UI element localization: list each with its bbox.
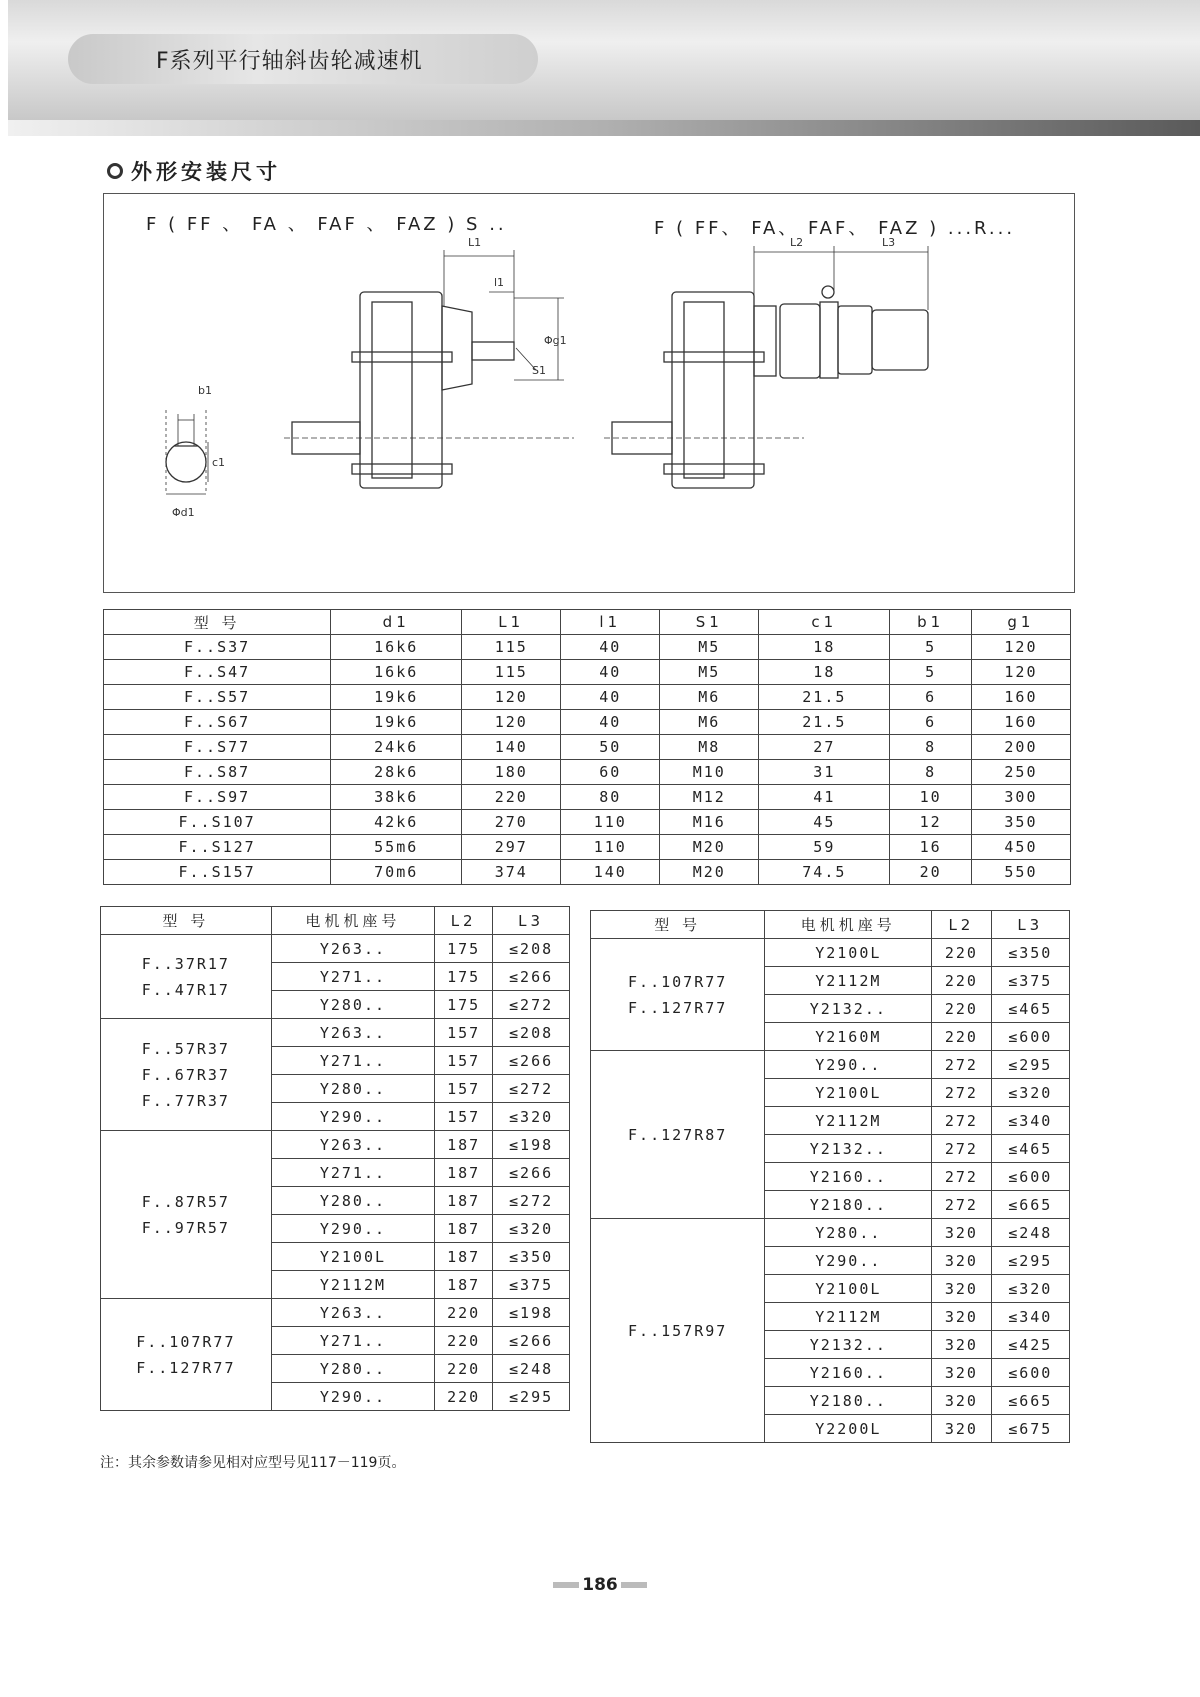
table-cell: F..S107: [104, 810, 331, 835]
table-cell: 220: [435, 1355, 493, 1383]
table-cell: ≤375: [991, 967, 1069, 995]
table-cell: M6: [660, 685, 759, 710]
table-cell: Y2100L: [765, 1079, 932, 1107]
table-cell: 80: [561, 785, 660, 810]
table-row: [104, 810, 1071, 835]
column-header: 型 号: [104, 610, 331, 635]
column-header: 电机机座号: [765, 911, 932, 939]
table-cell: 187: [435, 1159, 493, 1187]
page-header-banner: [8, 0, 1200, 120]
table-cell: M5: [660, 660, 759, 685]
table-cell: ≤600: [991, 1023, 1069, 1051]
table-cell: Y2100L: [765, 1275, 932, 1303]
table-row: [104, 710, 1071, 735]
table-cell: 175: [435, 991, 493, 1019]
table-cell: 180: [462, 760, 561, 785]
table-cell: Y2100L: [271, 1243, 434, 1271]
table-cell: Y290..: [271, 1383, 434, 1411]
table-cell: 270: [462, 810, 561, 835]
table-cell: 175: [435, 963, 493, 991]
table-cell: 41: [759, 785, 890, 810]
table-cell: ≤425: [991, 1331, 1069, 1359]
model-name: F..87R57: [141, 1192, 230, 1211]
table-cell: 320: [932, 1275, 991, 1303]
table-cell: 272: [932, 1107, 991, 1135]
table-cell: M16: [660, 810, 759, 835]
table-cell: Y2180..: [765, 1387, 932, 1415]
table-cell: 187: [435, 1187, 493, 1215]
table-cell: M5: [660, 635, 759, 660]
table-cell: ≤320: [991, 1079, 1069, 1107]
table-cell: 18: [759, 635, 890, 660]
table-cell: Y280..: [271, 1355, 434, 1383]
model-name: F..127R87: [628, 1125, 728, 1144]
table-cell: 220: [932, 1023, 991, 1051]
table-row: [104, 835, 1071, 860]
table-cell: ≤208: [493, 935, 570, 963]
table-cell: Y271..: [271, 1159, 434, 1187]
table-cell: ≤665: [991, 1387, 1069, 1415]
table-cell: 374: [462, 860, 561, 885]
table-cell: 220: [462, 785, 561, 810]
table-cell: 157: [435, 1019, 493, 1047]
model-group-cell: [591, 939, 765, 1051]
table-cell: 157: [435, 1047, 493, 1075]
table-cell: Y2112M: [765, 967, 932, 995]
table-cell: 297: [462, 835, 561, 860]
table-cell: 220: [932, 939, 991, 967]
table-cell: F..S127: [104, 835, 331, 860]
table-cell: Y2160..: [765, 1359, 932, 1387]
table-cell: 250: [971, 760, 1070, 785]
model-name: F..127R77: [628, 998, 728, 1017]
label-b1: b1: [198, 384, 212, 397]
table-cell: Y2200L: [765, 1415, 932, 1443]
table-cell: 320: [932, 1359, 991, 1387]
table-cell: 220: [435, 1383, 493, 1411]
series-title: F系列平行轴斜齿轮减速机: [156, 49, 423, 74]
gearbox-drawings: [104, 194, 1074, 592]
shaft-section: [166, 410, 208, 494]
table-cell: 550: [971, 860, 1070, 885]
table-cell: 220: [435, 1327, 493, 1355]
dimension-drawing: [103, 193, 1075, 593]
motor-table-right: [590, 910, 1070, 1443]
bullet-icon: [107, 163, 123, 179]
table-cell: 59: [759, 835, 890, 860]
table-cell: ≤198: [493, 1299, 570, 1327]
table-cell: 8: [890, 760, 972, 785]
table-cell: ≤272: [493, 1075, 570, 1103]
table-cell: 320: [932, 1303, 991, 1331]
table-cell: ≤600: [991, 1359, 1069, 1387]
table-cell: ≤272: [493, 991, 570, 1019]
page-number-text: 186: [582, 1575, 618, 1595]
table-cell: 160: [971, 710, 1070, 735]
table-cell: Y271..: [271, 1327, 434, 1355]
page-number: [0, 1575, 1200, 1595]
table-cell: ≤320: [493, 1215, 570, 1243]
model-name: F..107R77: [136, 1332, 236, 1351]
table-cell: 70m6: [331, 860, 462, 885]
gearbox-s-type: [284, 250, 574, 488]
table-cell: Y2112M: [271, 1271, 434, 1299]
table-cell: F..S157: [104, 860, 331, 885]
model-name: F..37R17: [141, 954, 230, 973]
model-group-cell: [101, 1131, 272, 1299]
table-cell: Y2112M: [765, 1107, 932, 1135]
table-cell: Y290..: [271, 1215, 434, 1243]
table-cell: ≤465: [991, 995, 1069, 1023]
table-cell: 272: [932, 1051, 991, 1079]
table-cell: ≤198: [493, 1131, 570, 1159]
table-row: [591, 939, 1070, 967]
table-cell: 16k6: [331, 635, 462, 660]
table-cell: Y2180..: [765, 1191, 932, 1219]
model-name: F..67R37: [141, 1065, 230, 1084]
table-cell: 5: [890, 660, 972, 685]
table-cell: Y263..: [271, 935, 434, 963]
table-cell: ≤340: [991, 1107, 1069, 1135]
table-cell: Y263..: [271, 1019, 434, 1047]
table-cell: 350: [971, 810, 1070, 835]
table-cell: 50: [561, 735, 660, 760]
column-header: 型 号: [591, 911, 765, 939]
footnote: 注：其余参数请参见相对应型号见117－119页。: [100, 1455, 406, 1471]
column-header: L3: [991, 911, 1069, 939]
table-row: [101, 1019, 570, 1047]
model-name: F..57R37: [141, 1039, 230, 1058]
table-cell: ≤248: [493, 1355, 570, 1383]
table-cell: 120: [971, 660, 1070, 685]
table-cell: M8: [660, 735, 759, 760]
column-header: l1: [561, 610, 660, 635]
label-L2: L2: [790, 236, 804, 249]
table-cell: 272: [932, 1191, 991, 1219]
table-cell: ≤375: [493, 1271, 570, 1299]
column-header: d1: [331, 610, 462, 635]
table-cell: 320: [932, 1247, 991, 1275]
dimension-table: [103, 609, 1071, 885]
table-cell: ≤350: [493, 1243, 570, 1271]
table-cell: 42k6: [331, 810, 462, 835]
column-header: 型 号: [101, 907, 272, 935]
label-g1: Φg1: [544, 334, 567, 347]
table-cell: F..S67: [104, 710, 331, 735]
table-cell: 140: [462, 735, 561, 760]
table-cell: Y271..: [271, 963, 434, 991]
label-S1: S1: [532, 364, 546, 377]
table-cell: 140: [561, 860, 660, 885]
model-name: F..157R97: [628, 1321, 728, 1340]
table-cell: 187: [435, 1243, 493, 1271]
table-cell: M6: [660, 710, 759, 735]
model-name: F..77R37: [141, 1091, 230, 1110]
table-cell: Y263..: [271, 1131, 434, 1159]
table-cell: 16k6: [331, 660, 462, 685]
table-cell: ≤208: [493, 1019, 570, 1047]
table-row: [591, 1051, 1070, 1079]
table-cell: 40: [561, 660, 660, 685]
table-cell: 187: [435, 1271, 493, 1299]
table-cell: 38k6: [331, 785, 462, 810]
table-row: [104, 635, 1071, 660]
model-group-cell: [591, 1219, 765, 1443]
table-cell: 320: [932, 1331, 991, 1359]
table-cell: Y2100L: [765, 939, 932, 967]
table-cell: M20: [660, 860, 759, 885]
table-cell: Y280..: [271, 991, 434, 1019]
table-cell: Y2160..: [765, 1163, 932, 1191]
model-group-cell: [101, 1299, 272, 1411]
table-row: [104, 860, 1071, 885]
table-cell: F..S87: [104, 760, 331, 785]
model-name: F..127R77: [136, 1358, 236, 1377]
label-L3: L3: [882, 236, 896, 249]
section-title-text: 外形安装尺寸: [131, 160, 281, 184]
table-row: [101, 935, 570, 963]
table-cell: M20: [660, 835, 759, 860]
model-group-cell: [101, 935, 272, 1019]
label-l1: l1: [494, 276, 505, 289]
table-cell: ≤266: [493, 1159, 570, 1187]
table-cell: Y2132..: [765, 1331, 932, 1359]
table-cell: 175: [435, 935, 493, 963]
table-header-row: [104, 610, 1071, 635]
table-cell: ≤665: [991, 1191, 1069, 1219]
table-cell: Y290..: [271, 1103, 434, 1131]
table-cell: 115: [462, 660, 561, 685]
table-cell: 40: [561, 710, 660, 735]
table-cell: 157: [435, 1075, 493, 1103]
table-cell: 120: [971, 635, 1070, 660]
table-cell: Y290..: [765, 1247, 932, 1275]
drawing-caption-right: F ( FF、 FA、 FAF、 FAZ ) ...R...: [654, 218, 1016, 239]
table-header-row: [591, 911, 1070, 939]
table-cell: 20: [890, 860, 972, 885]
table-cell: Y2112M: [765, 1303, 932, 1331]
table-cell: ≤295: [991, 1051, 1069, 1079]
table-cell: 21.5: [759, 710, 890, 735]
table-cell: 40: [561, 685, 660, 710]
table-cell: 272: [932, 1135, 991, 1163]
table-cell: 31: [759, 760, 890, 785]
table-cell: 157: [435, 1103, 493, 1131]
table-row: [104, 735, 1071, 760]
table-cell: ≤295: [991, 1247, 1069, 1275]
table-cell: F..S97: [104, 785, 331, 810]
table-cell: ≤272: [493, 1187, 570, 1215]
label-c1: c1: [212, 456, 226, 469]
table-cell: 16: [890, 835, 972, 860]
drawing-caption-left: F ( FF 、 FA 、 FAF 、 FAZ ) S ..: [146, 214, 507, 235]
table-cell: ≤320: [493, 1103, 570, 1131]
table-cell: 220: [932, 967, 991, 995]
table-cell: F..S57: [104, 685, 331, 710]
table-cell: ≤248: [991, 1219, 1069, 1247]
table-cell: 187: [435, 1215, 493, 1243]
table-row: [591, 1219, 1070, 1247]
model-name: F..97R57: [141, 1218, 230, 1237]
table-cell: 74.5: [759, 860, 890, 885]
column-header: L2: [435, 907, 493, 935]
table-cell: 200: [971, 735, 1070, 760]
table-cell: 19k6: [331, 710, 462, 735]
motor-table-left: [100, 906, 570, 1411]
table-cell: 6: [890, 710, 972, 735]
label-d1: Φd1: [172, 506, 195, 519]
table-cell: 24k6: [331, 735, 462, 760]
table-cell: 21.5: [759, 685, 890, 710]
table-row: [104, 785, 1071, 810]
table-cell: 12: [890, 810, 972, 835]
header-gradient-bar: [8, 120, 1200, 136]
column-header: b1: [890, 610, 972, 635]
table-cell: 320: [932, 1415, 991, 1443]
table-cell: 6: [890, 685, 972, 710]
model-name: F..107R77: [628, 972, 728, 991]
table-cell: 40: [561, 635, 660, 660]
column-header: L1: [462, 610, 561, 635]
table-cell: 27: [759, 735, 890, 760]
table-cell: ≤320: [991, 1275, 1069, 1303]
table-cell: 115: [462, 635, 561, 660]
table-cell: ≤350: [991, 939, 1069, 967]
gearbox-r-type: [604, 246, 928, 488]
table-cell: Y263..: [271, 1299, 434, 1327]
table-cell: 18: [759, 660, 890, 685]
column-header: S1: [660, 610, 759, 635]
table-cell: F..S47: [104, 660, 331, 685]
table-cell: ≤465: [991, 1135, 1069, 1163]
table-cell: ≤266: [493, 1327, 570, 1355]
table-cell: 110: [561, 835, 660, 860]
table-cell: 450: [971, 835, 1070, 860]
column-header: g1: [971, 610, 1070, 635]
table-cell: ≤266: [493, 963, 570, 991]
table-cell: 110: [561, 810, 660, 835]
model-group-cell: [591, 1051, 765, 1219]
table-header-row: [101, 907, 570, 935]
table-cell: ≤340: [991, 1303, 1069, 1331]
table-cell: ≤295: [493, 1383, 570, 1411]
table-cell: ≤675: [991, 1415, 1069, 1443]
table-cell: M10: [660, 760, 759, 785]
table-cell: Y280..: [271, 1187, 434, 1215]
table-cell: 160: [971, 685, 1070, 710]
table-cell: 272: [932, 1163, 991, 1191]
column-header: L3: [493, 907, 570, 935]
table-row: [104, 685, 1071, 710]
model-name: F..47R17: [141, 980, 230, 999]
table-cell: 120: [462, 710, 561, 735]
table-row: [101, 1299, 570, 1327]
table-cell: 8: [890, 735, 972, 760]
table-cell: ≤600: [991, 1163, 1069, 1191]
table-cell: Y2132..: [765, 995, 932, 1023]
table-cell: 220: [435, 1299, 493, 1327]
table-cell: 320: [932, 1219, 991, 1247]
table-cell: 55m6: [331, 835, 462, 860]
table-cell: ≤266: [493, 1047, 570, 1075]
table-cell: 300: [971, 785, 1070, 810]
table-cell: 272: [932, 1079, 991, 1107]
table-row: [104, 760, 1071, 785]
table-cell: 120: [462, 685, 561, 710]
table-cell: Y2132..: [765, 1135, 932, 1163]
table-cell: Y290..: [765, 1051, 932, 1079]
section-title: [107, 156, 281, 186]
table-row: [101, 1131, 570, 1159]
column-header: c1: [759, 610, 890, 635]
table-cell: 28k6: [331, 760, 462, 785]
model-group-cell: [101, 1019, 272, 1131]
table-cell: 187: [435, 1131, 493, 1159]
table-cell: F..S77: [104, 735, 331, 760]
table-cell: 10: [890, 785, 972, 810]
table-cell: Y280..: [765, 1219, 932, 1247]
table-cell: 5: [890, 635, 972, 660]
table-cell: M12: [660, 785, 759, 810]
column-header: 电机机座号: [271, 907, 434, 935]
table-cell: 220: [932, 995, 991, 1023]
table-cell: 45: [759, 810, 890, 835]
table-cell: 19k6: [331, 685, 462, 710]
table-cell: F..S37: [104, 635, 331, 660]
table-cell: 60: [561, 760, 660, 785]
table-cell: Y2160M: [765, 1023, 932, 1051]
table-cell: 320: [932, 1387, 991, 1415]
label-L1: L1: [468, 236, 482, 249]
table-cell: Y271..: [271, 1047, 434, 1075]
column-header: L2: [932, 911, 991, 939]
table-cell: Y280..: [271, 1075, 434, 1103]
table-row: [104, 660, 1071, 685]
